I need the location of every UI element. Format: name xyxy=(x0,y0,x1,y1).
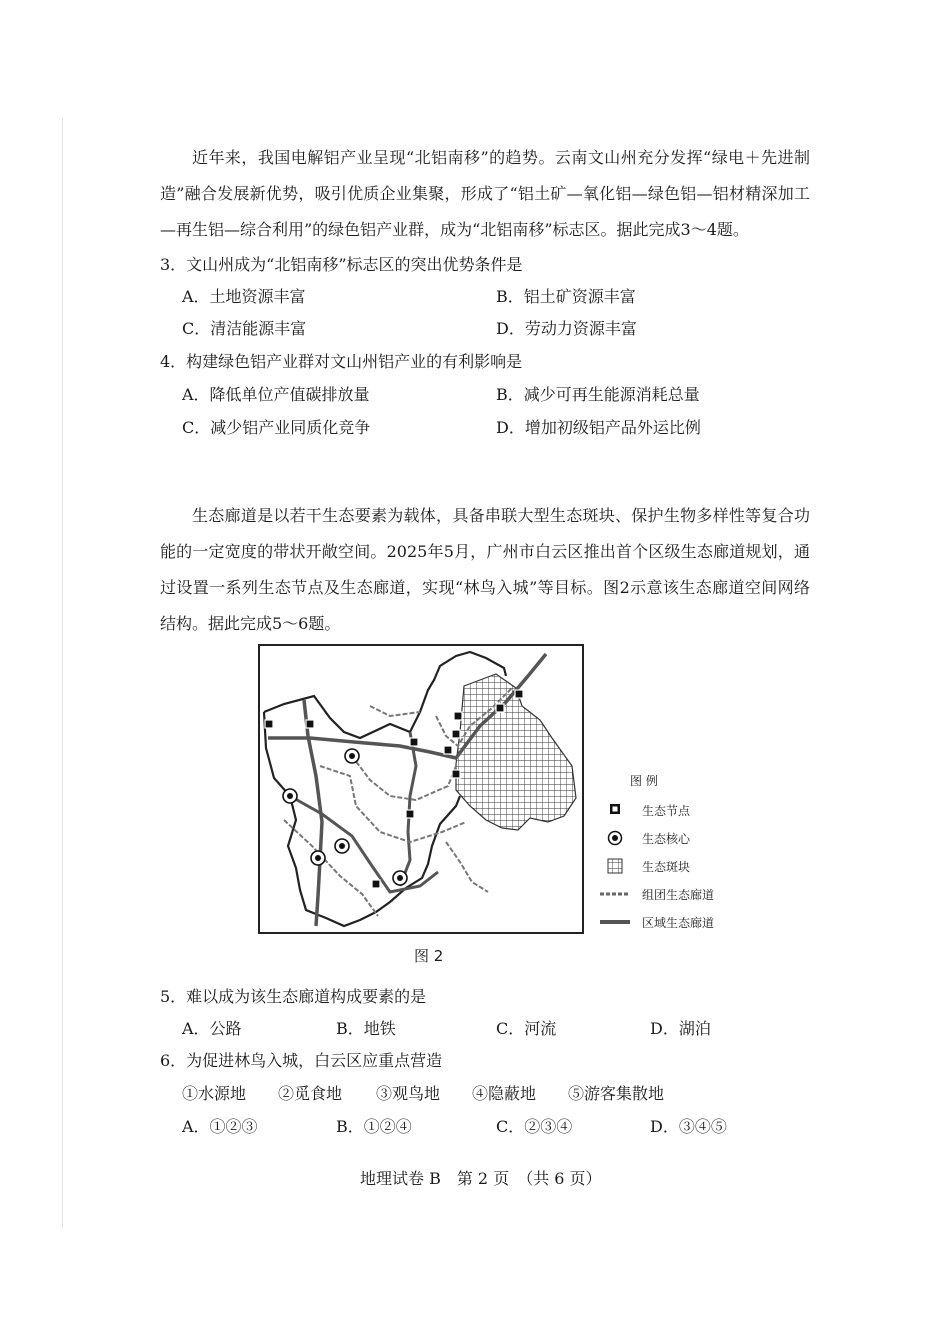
q6-item-3: ③观鸟地 xyxy=(376,1084,441,1103)
ecological-core xyxy=(283,789,297,803)
legend-title: 图 例 xyxy=(630,774,658,788)
q6-item-5: ⑤游客集散地 xyxy=(568,1084,665,1103)
legend-label: 区域生态廊道 xyxy=(642,916,715,930)
cluster-corridor xyxy=(352,756,456,800)
q6-option-a: A．①②③ xyxy=(182,1117,258,1136)
ecological-node xyxy=(265,720,273,728)
q3-option-a: A．土地资源丰富 xyxy=(182,287,306,306)
cluster-corridor xyxy=(446,842,488,892)
legend-item-cluster-corridor xyxy=(600,884,750,904)
legend-item-node xyxy=(600,800,750,820)
passage-2-text: 生态廊道是以若干生态要素为载体，具备串联大型生态斑块、保护生物多样性等复合功能的一定宽度的带状开敞空间。2025年5月，广州市白云区推出首个区级生态廊道规划，通过设置一系列生态节点及生态廊道，实现“林鸟入城”等目标。图2示意该生态廊道空间网络结构。据此完成5～6题。 xyxy=(160,506,810,633)
ecological-node xyxy=(306,720,314,728)
solid-corridor-icon xyxy=(600,912,630,932)
question-3-stem: 3．文山州成为“北铝南移”标志区的突出优势条件是 xyxy=(160,255,523,274)
q6-option-c: C．②③④ xyxy=(496,1117,573,1136)
q4-option-c: C．减少铝产业同质化竞争 xyxy=(182,418,371,437)
q6-item-4: ④隐蔽地 xyxy=(472,1084,537,1103)
q3-option-b: B．铝土矿资源丰富 xyxy=(496,287,636,306)
q4-option-a: A．降低单位产值碳排放量 xyxy=(182,385,370,404)
cluster-corridor xyxy=(320,766,466,842)
ecological-node xyxy=(410,738,418,746)
q6-item-2: ②觅食地 xyxy=(278,1084,343,1103)
legend-label: 生态斑块 xyxy=(642,860,691,874)
q5-option-c: C．河流 xyxy=(496,1019,557,1038)
legend-item-core xyxy=(600,828,750,848)
q5-option-d: D．湖泊 xyxy=(650,1019,711,1038)
q5-option-b: B．地铁 xyxy=(336,1019,396,1038)
passage-2 xyxy=(160,498,810,642)
margin-rule xyxy=(62,118,63,1228)
ecological-core xyxy=(345,749,359,763)
q3-option-d: D．劳动力资源丰富 xyxy=(496,319,637,338)
cluster-corridor xyxy=(370,706,420,716)
question-4-stem: 4．构建绿色铝产业群对文山州铝产业的有利影响是 xyxy=(160,352,523,371)
passage-1-text: 近年来，我国电解铝产业呈现“北铝南移”的趋势。云南文山州充分发挥“绿电＋先进制造”融合发展新优势，吸引优质企业集聚，形成了“铝土矿—氧化铝—绿色铝—铝材精深加工—再生铝—综合利用”的绿色铝产业群，成为“北铝南移”标志区。据此完成3～4题。 xyxy=(160,148,810,239)
cluster-corridor xyxy=(284,820,378,916)
q6-option-b: B．①②④ xyxy=(336,1117,412,1136)
regional-corridor xyxy=(400,732,416,886)
corridor-map-drawing xyxy=(260,646,582,932)
ecological-node xyxy=(444,746,452,754)
q4-option-b: B．减少可再生能源消耗总量 xyxy=(496,385,700,404)
ecological-node xyxy=(496,704,504,712)
ecological-node xyxy=(372,880,380,888)
regional-corridor xyxy=(290,796,438,892)
legend-label: 组团生态廊道 xyxy=(642,888,715,902)
q3-option-c: C．清洁能源丰富 xyxy=(182,319,307,338)
passage-1 xyxy=(160,140,810,248)
figure-caption: 图 2 xyxy=(414,947,444,965)
legend-item-patch xyxy=(600,856,750,876)
corridor-map xyxy=(258,644,584,934)
q6-option-d: D．③④⑤ xyxy=(650,1117,727,1136)
legend-label: 生态节点 xyxy=(642,804,691,818)
ecological-node xyxy=(454,712,462,720)
ecological-node xyxy=(452,770,460,778)
question-5-stem: 5．难以成为该生态廊道构成要素的是 xyxy=(160,987,427,1006)
circle-core-icon xyxy=(600,828,630,848)
ecological-core xyxy=(393,871,407,885)
ecological-core xyxy=(335,839,349,853)
q5-option-a: A．公路 xyxy=(182,1019,242,1038)
q4-option-d: D．增加初级铝产品外运比例 xyxy=(496,418,701,437)
q6-item-1: ①水源地 xyxy=(182,1084,247,1103)
ecological-core xyxy=(311,851,325,865)
square-node-icon xyxy=(600,800,630,820)
ecological-node xyxy=(406,810,414,818)
question-6-stem: 6．为促进林鸟入城，白云区应重点营造 xyxy=(160,1051,443,1070)
dashed-corridor-icon xyxy=(600,884,630,904)
page-footer: 地理试卷 B 第 2 页 （共 6 页） xyxy=(360,1169,602,1188)
legend-item-regional-corridor xyxy=(600,912,750,932)
ecological-node xyxy=(515,690,523,698)
legend-label: 生态核心 xyxy=(642,832,691,846)
grid-patch-icon xyxy=(600,856,630,876)
ecological-node xyxy=(452,730,460,738)
